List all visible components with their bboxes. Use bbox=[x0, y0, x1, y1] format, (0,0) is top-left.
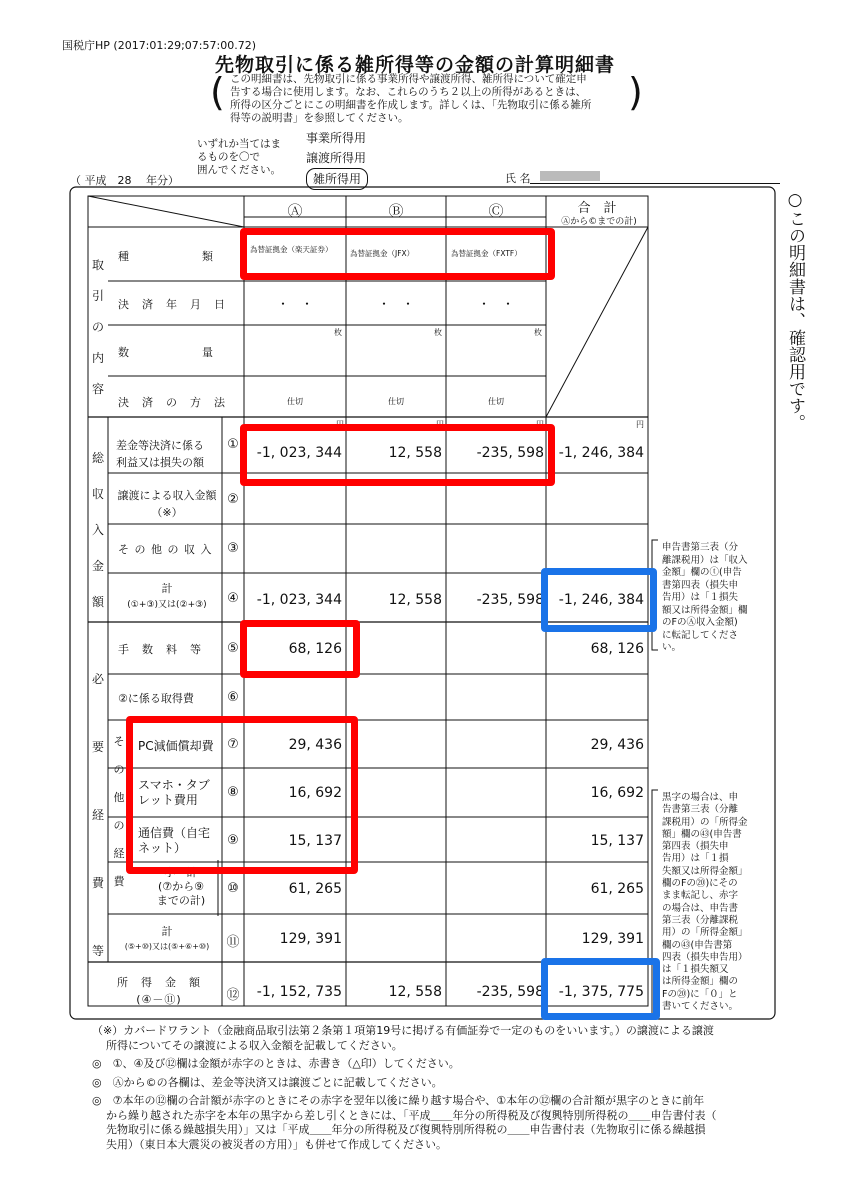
row-num-6: ⑥ bbox=[227, 690, 239, 705]
highlight-income-total bbox=[541, 958, 660, 1020]
date-value-c[interactable]: ・ ・ bbox=[477, 297, 514, 311]
sum-value-c[interactable]: -235, 598 bbox=[476, 592, 544, 608]
subtotal-value-a[interactable]: 61, 265 bbox=[288, 881, 342, 897]
row-label-exp-sum: 計 (⑤+⑩)又は(⑤+⑥+⑩) bbox=[124, 925, 210, 951]
row-num-8: ⑧ bbox=[227, 785, 239, 800]
col-head-b: Ⓑ bbox=[388, 202, 404, 220]
sum-value-total[interactable]: -1, 246, 384 bbox=[558, 592, 644, 608]
income-value-total[interactable]: -1, 375, 775 bbox=[558, 984, 644, 1000]
section-income-label: 総 収 入 金 額 bbox=[91, 451, 104, 609]
row-num-7: ⑦ bbox=[227, 737, 239, 752]
note-revenue-transfer: 申告書第三表（分 離課税用）は「収入 金額」欄のⓣ(申告 書第四表（損失申 告用）は「１損失 額又は所得金額」欄 のFのⒶ収入金額) に転記してくださ い。 bbox=[662, 542, 748, 653]
pc-value-total[interactable]: 29, 436 bbox=[590, 737, 644, 753]
row-num-12: ⑫ bbox=[226, 988, 240, 1003]
yen-unit-c: 円 bbox=[536, 420, 544, 429]
row-label-kind: 種 類 bbox=[118, 250, 214, 263]
kind-value-c[interactable]: 為替証拠金（FXTF） bbox=[451, 249, 522, 258]
pc-value-a[interactable]: 29, 436 bbox=[288, 737, 342, 753]
side-note: ○この明細書は、確認用です。 bbox=[785, 190, 805, 431]
fee-value-a[interactable]: 68, 126 bbox=[288, 641, 342, 657]
income-value-b[interactable]: 12, 558 bbox=[388, 984, 442, 1000]
row-label-acq: ②に係る取得費 bbox=[118, 692, 194, 705]
row-num-1: ① bbox=[227, 437, 239, 452]
row-num-3: ③ bbox=[227, 541, 239, 556]
income-type-business[interactable]: 事業所得用 bbox=[306, 131, 367, 145]
highlight-profit-row bbox=[240, 424, 555, 486]
phone-value-a[interactable]: 16, 692 bbox=[288, 785, 342, 801]
kind-value-a[interactable]: 為替証拠金（楽天証券） bbox=[250, 245, 333, 254]
yen-unit-b: 円 bbox=[436, 420, 444, 429]
row-label-transfer: 譲渡による収入金額 （※） bbox=[117, 489, 217, 519]
col-head-c: Ⓒ bbox=[488, 202, 504, 220]
row-label-income: 所 得 金 額 (④－⑪) bbox=[117, 976, 201, 1006]
name-label: 氏 名 bbox=[505, 172, 531, 185]
date-value-a[interactable]: ・ ・ bbox=[276, 297, 313, 311]
col-head-a: Ⓐ bbox=[287, 202, 303, 220]
yen-unit-total: 円 bbox=[636, 420, 644, 429]
row-label-date: 決 済 年 月 日 bbox=[118, 298, 226, 311]
footnotes: （※）カバードワラント（金融商品取引法第２条第１項第19号に掲げる有価証券で一定のものをいいます。）の譲渡による譲渡 所得についてその譲渡による収入金額を記載してください。 ◎ ①、④及び⑫欄は金額が赤字のときは、赤書き（△印）してください。 ◎ Ⓐから©の各欄は、差金等決済又は譲渡ごとに記載してください。 ◎ ⑦本年の⑫欄の合計額が赤字のときにその赤字を翌年以後に繰り越す場合や、①本年の⑫欄の合計額が黒字のときに前年 から繰り越された赤字を本年の黒字から差し引くときには、「平成＿＿年分の所得税及び復興特別所得税の＿＿申告書付表（ 先物取引に係る繰越損失用）」又は「平成＿＿年分の所得税及び復興特別所得税の＿＿申告書付表（先物取引に係る繰越損 失用）（東日本大震災の被災者の方用）」も併せて作成してください。 bbox=[92, 1024, 717, 1151]
row-label-method: 決 済 の 方 法 bbox=[118, 396, 226, 409]
yen-unit-a: 円 bbox=[336, 420, 344, 429]
row-label-profit: 差金等決済に係る 利益又は損失の額 bbox=[116, 439, 204, 469]
page-title: 先物取引に係る雑所得等の金額の計算明細書 bbox=[215, 54, 616, 76]
subtotal-value-total[interactable]: 61, 265 bbox=[590, 881, 644, 897]
stamp-text: 国税庁HP (2017:01:29;07:57:00.72) bbox=[62, 39, 256, 52]
fee-value-total[interactable]: 68, 126 bbox=[590, 641, 644, 657]
profit-value-a[interactable]: -1, 023, 344 bbox=[256, 445, 342, 461]
qty-unit-b: 枚 bbox=[434, 328, 442, 337]
income-value-c[interactable]: -235, 598 bbox=[476, 984, 544, 1000]
col-head-total: 合 計 bbox=[577, 201, 617, 216]
exp-sum-value-a[interactable]: 129, 391 bbox=[279, 931, 342, 947]
row-num-11: ⑪ bbox=[226, 935, 240, 950]
kind-value-b[interactable]: 為替証拠金（JFX） bbox=[350, 249, 415, 258]
year-label: （ 平成 28 年分） bbox=[70, 174, 179, 187]
row-num-5: ⑤ bbox=[227, 641, 239, 656]
qty-unit-c: 枚 bbox=[534, 328, 542, 337]
method-value-c[interactable]: 仕切 bbox=[488, 397, 504, 406]
date-value-b[interactable]: ・ ・ bbox=[377, 297, 414, 311]
row-label-pc: PC減価償却費 bbox=[138, 739, 214, 753]
row-label-other: そ の 他 の 収 入 bbox=[118, 543, 213, 556]
row-label-comm: 通信費（自宅 ネット） bbox=[138, 826, 211, 855]
row-num-9: ⑨ bbox=[227, 833, 239, 848]
select-instruction: いずれか当てはま るものを〇で 囲んでください。 bbox=[197, 138, 281, 176]
intro-text: この明細書は、先物取引に係る事業所得や譲渡所得、雑所得について確定申 告する場合に使用します。なお、これらのうち２以上の所得があるときは、 所得の区分ごとにこの明細書を作成します。詳しくは、「先物取引に係る雑所 得等の説明書」を参照してください。 bbox=[230, 73, 592, 124]
income-value-a[interactable]: -1, 152, 735 bbox=[256, 984, 342, 1000]
row-num-4: ④ bbox=[227, 591, 239, 606]
method-value-b[interactable]: 仕切 bbox=[388, 397, 404, 406]
qty-unit-a: 枚 bbox=[334, 328, 342, 337]
comm-value-a[interactable]: 15, 137 bbox=[288, 833, 342, 849]
highlight-expense-block bbox=[126, 716, 358, 874]
highlight-sum-total bbox=[541, 568, 657, 632]
bracket-left: ( bbox=[210, 70, 225, 114]
row-num-2: ② bbox=[227, 492, 239, 507]
row-label-qty: 数 量 bbox=[118, 346, 214, 359]
comm-value-total[interactable]: 15, 137 bbox=[590, 833, 644, 849]
section-expense-label: 必 要 経 費 等 bbox=[91, 672, 104, 958]
highlight-fee-cell bbox=[240, 620, 360, 678]
sum-value-b[interactable]: 12, 558 bbox=[388, 592, 442, 608]
row-num-10: ⑩ bbox=[227, 881, 239, 896]
col-head-total-sub: Ⓐから©までの計) bbox=[561, 217, 637, 227]
profit-value-b[interactable]: 12, 558 bbox=[388, 445, 442, 461]
bracket-right: ) bbox=[628, 70, 643, 114]
row-label-subtotal: 小 計 (⑦から⑨ までの計) bbox=[156, 866, 206, 907]
profit-value-c[interactable]: -235, 598 bbox=[476, 445, 544, 461]
row-label-sum: 計 (①+③)又は(②+③) bbox=[127, 582, 207, 610]
sum-value-a[interactable]: -1, 023, 344 bbox=[256, 592, 342, 608]
income-type-transfer[interactable]: 譲渡所得用 bbox=[306, 151, 367, 165]
method-value-a[interactable]: 仕切 bbox=[287, 397, 303, 406]
misc-expense-label: そ の 他 の 経 費 bbox=[113, 735, 125, 888]
row-label-phone: スマホ・タブ レット費用 bbox=[138, 778, 210, 807]
highlight-kind-row bbox=[240, 228, 555, 280]
exp-sum-value-total[interactable]: 129, 391 bbox=[581, 931, 644, 947]
phone-value-total[interactable]: 16, 692 bbox=[590, 785, 644, 801]
row-label-fee: 手 数 料 等 bbox=[118, 643, 202, 656]
section-trade-label: 取 引 の 内 容 bbox=[91, 258, 104, 396]
note-income-transfer: 黒字の場合は、申 告書第三表（分離 課税用）の「所得金 額」欄の㊸(申告書 第四表（損失申 告用）は「１損 失額又は所得金額」 欄のFの⑳)にその まま転記し、赤字 の場合は、申告書 第三表（分離課税 用）の「所得金額」 欄の㊸(申告書第 四表（損失申告用） は「１損失額又 は所得金額」欄の Fの⑳)に「０」と 書いてください。 bbox=[662, 792, 748, 1013]
income-type-misc[interactable]: 雑所得用 bbox=[306, 168, 368, 190]
profit-value-total[interactable]: -1, 246, 384 bbox=[558, 445, 644, 461]
